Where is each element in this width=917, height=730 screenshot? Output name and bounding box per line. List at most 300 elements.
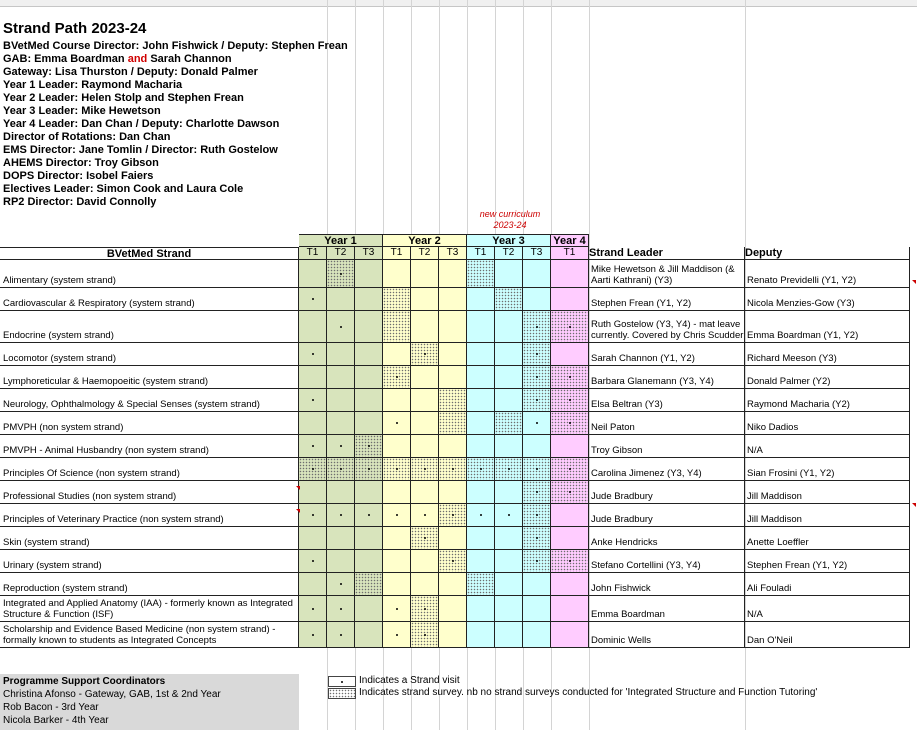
strand-visit-marker bbox=[424, 537, 426, 539]
term-cell[interactable] bbox=[383, 596, 411, 622]
strand-leader[interactable]: Anke Hendricks bbox=[589, 527, 745, 550]
term-cell[interactable] bbox=[551, 622, 589, 648]
term-cell[interactable] bbox=[439, 389, 467, 412]
staff-line[interactable]: Electives Leader: Simon Cook and Laura Cole bbox=[3, 183, 244, 195]
strand-visit-marker bbox=[340, 445, 342, 447]
term-cell[interactable] bbox=[355, 366, 383, 389]
term-cell[interactable] bbox=[383, 504, 411, 527]
comment-indicator bbox=[296, 486, 300, 490]
term-cell[interactable] bbox=[439, 622, 467, 648]
strand-leader[interactable]: Dominic Wells bbox=[589, 622, 745, 648]
term-cell[interactable] bbox=[355, 343, 383, 366]
term-cell[interactable] bbox=[355, 527, 383, 550]
strand-leader[interactable]: Stefano Cortellini (Y3, Y4) bbox=[589, 550, 745, 573]
strand-leader[interactable]: Stephen Frean (Y1, Y2) bbox=[589, 288, 745, 311]
term-cell[interactable] bbox=[495, 311, 523, 343]
term-cell[interactable] bbox=[411, 412, 439, 435]
term-cell[interactable] bbox=[467, 596, 495, 622]
strand-deputy[interactable]: Jill Maddison bbox=[745, 481, 910, 504]
term-cell[interactable] bbox=[355, 481, 383, 504]
strand-visit-marker bbox=[424, 353, 426, 355]
term-cell[interactable] bbox=[551, 435, 589, 458]
term-cell[interactable] bbox=[411, 389, 439, 412]
term-cell[interactable] bbox=[299, 458, 327, 481]
strand-deputy[interactable]: Emma Boardman (Y1, Y2) bbox=[745, 311, 910, 343]
term-cell[interactable] bbox=[467, 343, 495, 366]
term-cell[interactable] bbox=[299, 527, 327, 550]
staff-line[interactable]: DOPS Director: Isobel Faiers bbox=[3, 170, 154, 182]
strand-visit-marker bbox=[340, 326, 342, 328]
staff-line[interactable]: EMS Director: Jane Tomlin / Director: Ruth Gostelow bbox=[3, 144, 278, 156]
strand-visit-marker bbox=[452, 468, 454, 470]
term-cell[interactable] bbox=[383, 527, 411, 550]
term-cell[interactable] bbox=[299, 389, 327, 412]
strand-deputy[interactable]: Renato Previdelli (Y1, Y2) bbox=[745, 260, 910, 288]
term-cell[interactable] bbox=[355, 622, 383, 648]
term-cell[interactable] bbox=[383, 573, 411, 596]
term-cell[interactable] bbox=[467, 435, 495, 458]
strand-deputy[interactable]: Richard Meeson (Y3) bbox=[745, 343, 910, 366]
term-cell[interactable] bbox=[439, 343, 467, 366]
term-cell[interactable] bbox=[327, 435, 355, 458]
staff-line[interactable]: Gateway: Lisa Thurston / Deputy: Donald Palmer bbox=[3, 66, 258, 78]
term-cell[interactable] bbox=[299, 288, 327, 311]
strand-visit-marker bbox=[312, 560, 314, 562]
strand-name[interactable]: Scholarship and Evidence Based Medicine (non system strand) - formally known to students as Integrated Concepts bbox=[0, 622, 299, 648]
term-cell[interactable] bbox=[467, 260, 495, 288]
strand-visit-marker bbox=[569, 399, 571, 401]
term-header[interactable]: T2 bbox=[327, 247, 355, 260]
strand-visit-marker bbox=[312, 298, 314, 300]
term-cell[interactable] bbox=[551, 389, 589, 412]
term-cell[interactable] bbox=[327, 343, 355, 366]
strand-deputy[interactable]: N/A bbox=[745, 596, 910, 622]
strand-visit-marker bbox=[396, 608, 398, 610]
term-header[interactable]: T1 bbox=[299, 247, 327, 260]
strand-deputy[interactable]: N/A bbox=[745, 435, 910, 458]
term-cell[interactable] bbox=[439, 288, 467, 311]
strand-name[interactable]: Neurology, Ophthalmology & Special Senses (system strand) bbox=[0, 389, 299, 412]
term-cell[interactable] bbox=[383, 389, 411, 412]
strand-visit-marker bbox=[368, 468, 370, 470]
term-cell[interactable] bbox=[439, 527, 467, 550]
term-cell[interactable] bbox=[327, 622, 355, 648]
strand-name[interactable]: Principles of Veterinary Practice (non system strand) bbox=[0, 504, 299, 527]
term-cell[interactable] bbox=[327, 596, 355, 622]
support-person[interactable]: Rob Bacon - 3rd Year bbox=[3, 702, 99, 713]
term-cell[interactable] bbox=[523, 412, 551, 435]
term-cell[interactable] bbox=[411, 343, 439, 366]
strand-visit-marker bbox=[536, 560, 538, 562]
term-cell[interactable] bbox=[495, 343, 523, 366]
term-cell[interactable] bbox=[411, 527, 439, 550]
term-cell[interactable] bbox=[495, 412, 523, 435]
strand-visit-marker bbox=[312, 353, 314, 355]
term-cell[interactable] bbox=[551, 573, 589, 596]
strand-leader[interactable]: Jude Bradbury bbox=[589, 504, 745, 527]
strand-visit-marker bbox=[340, 634, 342, 636]
strand-leader[interactable]: Ruth Gostelow (Y3, Y4) - mat leave currently. Covered by Chris Scudder bbox=[589, 311, 745, 343]
legend-survey-swatch bbox=[328, 688, 356, 699]
strand-visit-marker bbox=[508, 468, 510, 470]
strand-leader[interactable]: Jude Bradbury bbox=[589, 481, 745, 504]
term-cell[interactable] bbox=[523, 260, 551, 288]
term-cell[interactable] bbox=[523, 573, 551, 596]
term-cell[interactable] bbox=[299, 573, 327, 596]
page-title: Strand Path 2023-24 bbox=[3, 20, 147, 37]
strand-leader[interactable]: Carolina Jimenez (Y3, Y4) bbox=[589, 458, 745, 481]
strand-visit-marker bbox=[312, 468, 314, 470]
term-cell[interactable] bbox=[327, 573, 355, 596]
term-cell[interactable] bbox=[327, 311, 355, 343]
strand-visit-marker bbox=[569, 422, 571, 424]
term-cell[interactable] bbox=[327, 389, 355, 412]
term-cell[interactable] bbox=[411, 366, 439, 389]
term-cell[interactable] bbox=[439, 311, 467, 343]
term-cell[interactable] bbox=[467, 504, 495, 527]
term-cell[interactable] bbox=[327, 366, 355, 389]
strand-visit-marker bbox=[424, 634, 426, 636]
term-cell[interactable] bbox=[327, 458, 355, 481]
term-cell[interactable] bbox=[523, 504, 551, 527]
strand-deputy[interactable]: Nicola Menzies-Gow (Y3) bbox=[745, 288, 910, 311]
term-cell[interactable] bbox=[439, 260, 467, 288]
strand-visit-marker bbox=[569, 376, 571, 378]
term-cell[interactable] bbox=[299, 550, 327, 573]
strand-deputy[interactable]: Raymond Macharia (Y2) bbox=[745, 389, 910, 412]
term-cell[interactable] bbox=[411, 622, 439, 648]
term-cell[interactable] bbox=[383, 412, 411, 435]
strand-leader[interactable]: John Fishwick bbox=[589, 573, 745, 596]
term-cell[interactable] bbox=[523, 527, 551, 550]
term-cell[interactable] bbox=[383, 435, 411, 458]
term-cell[interactable] bbox=[383, 550, 411, 573]
term-cell[interactable] bbox=[355, 573, 383, 596]
term-cell[interactable] bbox=[495, 458, 523, 481]
term-cell[interactable] bbox=[467, 366, 495, 389]
strand-name[interactable]: Endocrine (system strand) bbox=[0, 311, 299, 343]
strand-name[interactable]: Cardiovascular & Respiratory (system strand) bbox=[0, 288, 299, 311]
legend-visit-swatch bbox=[328, 676, 356, 687]
term-cell[interactable] bbox=[355, 596, 383, 622]
term-cell[interactable] bbox=[299, 596, 327, 622]
strand-visit-marker bbox=[569, 468, 571, 470]
term-cell[interactable] bbox=[327, 550, 355, 573]
term-cell[interactable] bbox=[383, 458, 411, 481]
term-cell[interactable] bbox=[467, 458, 495, 481]
support-person[interactable]: Nicola Barker - 4th Year bbox=[3, 715, 109, 726]
term-cell[interactable] bbox=[411, 481, 439, 504]
term-cell[interactable] bbox=[411, 458, 439, 481]
term-cell[interactable] bbox=[467, 389, 495, 412]
term-cell[interactable] bbox=[523, 311, 551, 343]
term-cell[interactable] bbox=[439, 366, 467, 389]
term-header[interactable]: T1 bbox=[467, 247, 495, 260]
strand-deputy[interactable]: Ali Fouladi bbox=[745, 573, 910, 596]
strand-deputy[interactable]: Anette Loeffler bbox=[745, 527, 910, 550]
term-cell[interactable] bbox=[439, 596, 467, 622]
staff-line[interactable]: RP2 Director: David Connolly bbox=[3, 196, 157, 208]
strand-visit-marker bbox=[312, 399, 314, 401]
support-coordinators-panel bbox=[0, 674, 299, 730]
strand-deputy[interactable]: Dan O'Neil bbox=[745, 622, 910, 648]
term-cell[interactable] bbox=[439, 458, 467, 481]
strand-name[interactable]: Integrated and Applied Anatomy (IAA) - formerly known as Integrated Structure & Function (ISF) bbox=[0, 596, 299, 622]
staff-line[interactable]: Year 1 Leader: Raymond Macharia bbox=[3, 79, 183, 91]
term-cell[interactable] bbox=[439, 550, 467, 573]
legend-visit-text[interactable]: Indicates a Strand visit bbox=[359, 675, 460, 686]
term-cell[interactable] bbox=[495, 573, 523, 596]
strand-visit-marker bbox=[340, 608, 342, 610]
strand-leader[interactable]: Sarah Channon (Y1, Y2) bbox=[589, 343, 745, 366]
term-header[interactable]: T2 bbox=[495, 247, 523, 260]
term-cell[interactable] bbox=[495, 596, 523, 622]
strand-name[interactable]: Locomotor (system strand) bbox=[0, 343, 299, 366]
strand-leader[interactable]: Emma Boardman bbox=[589, 596, 745, 622]
strand-visit-marker bbox=[396, 468, 398, 470]
term-cell[interactable] bbox=[327, 504, 355, 527]
term-cell[interactable] bbox=[299, 343, 327, 366]
strand-visit-marker bbox=[536, 537, 538, 539]
staff-line[interactable]: GAB: Emma Boardman and Sarah Channon bbox=[3, 53, 232, 65]
strand-visit-marker bbox=[536, 326, 538, 328]
term-cell[interactable] bbox=[551, 504, 589, 527]
term-cell[interactable] bbox=[355, 550, 383, 573]
term-cell[interactable] bbox=[383, 343, 411, 366]
term-cell[interactable] bbox=[327, 412, 355, 435]
term-cell[interactable] bbox=[523, 596, 551, 622]
term-cell[interactable] bbox=[523, 288, 551, 311]
staff-line[interactable]: Year 2 Leader: Helen Stolp and Stephen Frean bbox=[3, 92, 244, 104]
strand-leader[interactable]: Troy Gibson bbox=[589, 435, 745, 458]
term-cell[interactable] bbox=[327, 288, 355, 311]
strand-visit-marker bbox=[536, 353, 538, 355]
term-cell[interactable] bbox=[299, 435, 327, 458]
support-person[interactable]: Christina Afonso - Gateway, GAB, 1st & 2nd Year bbox=[3, 689, 221, 700]
term-cell[interactable] bbox=[523, 435, 551, 458]
strand-visit-marker bbox=[480, 514, 482, 516]
staff-line[interactable]: BVetMed Course Director: John Fishwick / Deputy: Stephen Frean bbox=[3, 40, 348, 52]
term-cell[interactable] bbox=[523, 550, 551, 573]
term-cell[interactable] bbox=[411, 288, 439, 311]
strand-name[interactable]: PMVPH - Animal Husbandry (non system strand) bbox=[0, 435, 299, 458]
support-title[interactable]: Programme Support Coordinators bbox=[3, 676, 166, 687]
term-cell[interactable] bbox=[523, 343, 551, 366]
term-cell[interactable] bbox=[551, 343, 589, 366]
term-cell[interactable] bbox=[411, 260, 439, 288]
term-cell[interactable] bbox=[299, 260, 327, 288]
term-cell[interactable] bbox=[551, 481, 589, 504]
term-cell[interactable] bbox=[299, 481, 327, 504]
term-cell[interactable] bbox=[551, 527, 589, 550]
strand-visit-marker bbox=[312, 445, 314, 447]
strand-visit-marker bbox=[368, 445, 370, 447]
term-cell[interactable] bbox=[467, 412, 495, 435]
term-cell[interactable] bbox=[551, 550, 589, 573]
strand-visit-marker bbox=[396, 514, 398, 516]
term-cell[interactable] bbox=[495, 527, 523, 550]
strand-leader[interactable]: Neil Paton bbox=[589, 412, 745, 435]
term-cell[interactable] bbox=[439, 504, 467, 527]
strand-visit-marker bbox=[368, 514, 370, 516]
comment-indicator bbox=[296, 509, 300, 513]
term-cell[interactable] bbox=[327, 527, 355, 550]
term-cell[interactable] bbox=[467, 622, 495, 648]
term-cell[interactable] bbox=[355, 311, 383, 343]
term-cell[interactable] bbox=[495, 366, 523, 389]
strand-visit-marker bbox=[396, 376, 398, 378]
strand-deputy[interactable]: Sian Frosini (Y1, Y2) bbox=[745, 458, 910, 481]
strand-visit-marker bbox=[312, 514, 314, 516]
strand-visit-marker bbox=[536, 376, 538, 378]
strand-deputy[interactable]: Jill Maddison bbox=[745, 504, 910, 527]
strand-name[interactable]: PMVPH (non system strand) bbox=[0, 412, 299, 435]
term-header[interactable]: T3 bbox=[523, 247, 551, 260]
term-cell[interactable] bbox=[355, 504, 383, 527]
strand-name[interactable]: Lymphoreticular & Haemopoeitic (system strand) bbox=[0, 366, 299, 389]
legend-survey-text[interactable]: Indicates strand survey. nb no strand surveys conducted for 'Integrated Structure and Function Tutoring' bbox=[359, 687, 818, 698]
strand-visit-marker bbox=[340, 583, 342, 585]
term-cell[interactable] bbox=[439, 573, 467, 596]
term-cell[interactable] bbox=[355, 260, 383, 288]
term-cell[interactable] bbox=[299, 311, 327, 343]
term-cell[interactable] bbox=[355, 458, 383, 481]
deputy-column-header[interactable]: Deputy bbox=[745, 247, 910, 260]
term-cell[interactable] bbox=[467, 573, 495, 596]
year-header[interactable]: Year 2 bbox=[383, 234, 467, 247]
strand-visit-marker bbox=[452, 514, 454, 516]
strand-visit-marker bbox=[396, 422, 398, 424]
strand-visit-marker bbox=[312, 608, 314, 610]
strand-visit-marker bbox=[424, 514, 426, 516]
strand-leader[interactable]: Barbara Glanemann (Y3, Y4) bbox=[589, 366, 745, 389]
term-cell[interactable] bbox=[439, 481, 467, 504]
strand-leader[interactable]: Mike Hewetson & Jill Maddison (& Aarti Kathrani) (Y3) bbox=[589, 260, 745, 288]
term-cell[interactable] bbox=[355, 435, 383, 458]
term-cell[interactable] bbox=[411, 311, 439, 343]
term-cell[interactable] bbox=[495, 481, 523, 504]
strand-name[interactable]: Reproduction (system strand) bbox=[0, 573, 299, 596]
year-header[interactable]: Year 3 bbox=[467, 234, 551, 247]
term-cell[interactable] bbox=[411, 573, 439, 596]
term-cell[interactable] bbox=[551, 458, 589, 481]
term-cell[interactable] bbox=[383, 366, 411, 389]
year-header[interactable]: Year 1 bbox=[299, 234, 383, 247]
term-cell[interactable] bbox=[299, 622, 327, 648]
strand-deputy[interactable]: Stephen Frean (Y1, Y2) bbox=[745, 550, 910, 573]
strand-visit-marker bbox=[569, 491, 571, 493]
term-cell[interactable] bbox=[495, 389, 523, 412]
term-cell[interactable] bbox=[551, 260, 589, 288]
strand-name[interactable]: Principles Of Science (non system strand) bbox=[0, 458, 299, 481]
term-cell[interactable] bbox=[551, 288, 589, 311]
term-cell[interactable] bbox=[523, 389, 551, 412]
term-cell[interactable] bbox=[299, 504, 327, 527]
strand-name[interactable]: Skin (system strand) bbox=[0, 527, 299, 550]
term-header[interactable]: T1 bbox=[383, 247, 411, 260]
strand-visit-marker bbox=[424, 608, 426, 610]
term-cell[interactable] bbox=[327, 260, 355, 288]
leader-column-header[interactable]: Strand Leader bbox=[589, 247, 745, 260]
term-cell[interactable] bbox=[383, 260, 411, 288]
term-cell[interactable] bbox=[299, 412, 327, 435]
term-cell[interactable] bbox=[467, 311, 495, 343]
new-curriculum-note: new curriculum 2023-24 bbox=[479, 209, 541, 230]
term-cell[interactable] bbox=[551, 412, 589, 435]
term-cell[interactable] bbox=[551, 596, 589, 622]
strand-visit-marker bbox=[569, 326, 571, 328]
term-cell[interactable] bbox=[467, 550, 495, 573]
term-cell[interactable] bbox=[523, 622, 551, 648]
staff-line[interactable]: Year 3 Leader: Mike Hewetson bbox=[3, 105, 161, 117]
strand-leader[interactable]: Elsa Beltran (Y3) bbox=[589, 389, 745, 412]
strand-name[interactable]: Urinary (system strand) bbox=[0, 550, 299, 573]
term-cell[interactable] bbox=[383, 481, 411, 504]
term-cell[interactable] bbox=[299, 366, 327, 389]
year-header[interactable]: Year 4 bbox=[551, 234, 589, 247]
term-cell[interactable] bbox=[467, 481, 495, 504]
term-cell[interactable] bbox=[495, 435, 523, 458]
term-cell[interactable] bbox=[439, 412, 467, 435]
staff-line[interactable]: AHEMS Director: Troy Gibson bbox=[3, 157, 159, 169]
term-cell[interactable] bbox=[327, 481, 355, 504]
strand-column-header[interactable]: BVetMed Strand bbox=[0, 247, 299, 260]
term-cell[interactable] bbox=[495, 288, 523, 311]
strand-visit-marker bbox=[536, 422, 538, 424]
term-header[interactable]: T3 bbox=[439, 247, 467, 260]
term-cell[interactable] bbox=[467, 527, 495, 550]
strand-visit-marker bbox=[340, 468, 342, 470]
term-cell[interactable] bbox=[495, 504, 523, 527]
strand-visit-marker bbox=[312, 634, 314, 636]
strand-visit-marker bbox=[340, 273, 342, 275]
term-cell[interactable] bbox=[551, 366, 589, 389]
term-cell[interactable] bbox=[523, 481, 551, 504]
term-cell[interactable] bbox=[355, 389, 383, 412]
staff-line[interactable]: Director of Rotations: Dan Chan bbox=[3, 131, 171, 143]
term-cell[interactable] bbox=[411, 435, 439, 458]
staff-line[interactable]: Year 4 Leader: Dan Chan / Deputy: Charlotte Dawson bbox=[3, 118, 280, 130]
term-cell[interactable] bbox=[411, 504, 439, 527]
term-cell[interactable] bbox=[467, 288, 495, 311]
term-cell[interactable] bbox=[523, 458, 551, 481]
term-cell[interactable] bbox=[523, 366, 551, 389]
term-cell[interactable] bbox=[411, 550, 439, 573]
strand-visit-marker bbox=[424, 468, 426, 470]
strand-name[interactable]: Alimentary (system strand) bbox=[0, 260, 299, 288]
term-cell[interactable] bbox=[355, 288, 383, 311]
term-cell[interactable] bbox=[551, 311, 589, 343]
term-cell[interactable] bbox=[495, 550, 523, 573]
term-cell[interactable] bbox=[495, 622, 523, 648]
strand-deputy[interactable]: Niko Dadios bbox=[745, 412, 910, 435]
term-header[interactable]: T3 bbox=[355, 247, 383, 260]
term-cell[interactable] bbox=[355, 412, 383, 435]
term-header[interactable]: T2 bbox=[411, 247, 439, 260]
term-cell[interactable] bbox=[439, 435, 467, 458]
strand-visit-marker bbox=[340, 514, 342, 516]
comment-indicator bbox=[912, 503, 916, 507]
strand-visit-marker bbox=[569, 560, 571, 562]
term-cell[interactable] bbox=[411, 596, 439, 622]
term-cell[interactable] bbox=[383, 288, 411, 311]
term-header[interactable]: T1 bbox=[551, 247, 589, 260]
strand-name[interactable]: Professional Studies (non system strand) bbox=[0, 481, 299, 504]
term-cell[interactable] bbox=[383, 311, 411, 343]
term-cell[interactable] bbox=[495, 260, 523, 288]
strand-deputy[interactable]: Donald Palmer (Y2) bbox=[745, 366, 910, 389]
term-cell[interactable] bbox=[383, 622, 411, 648]
